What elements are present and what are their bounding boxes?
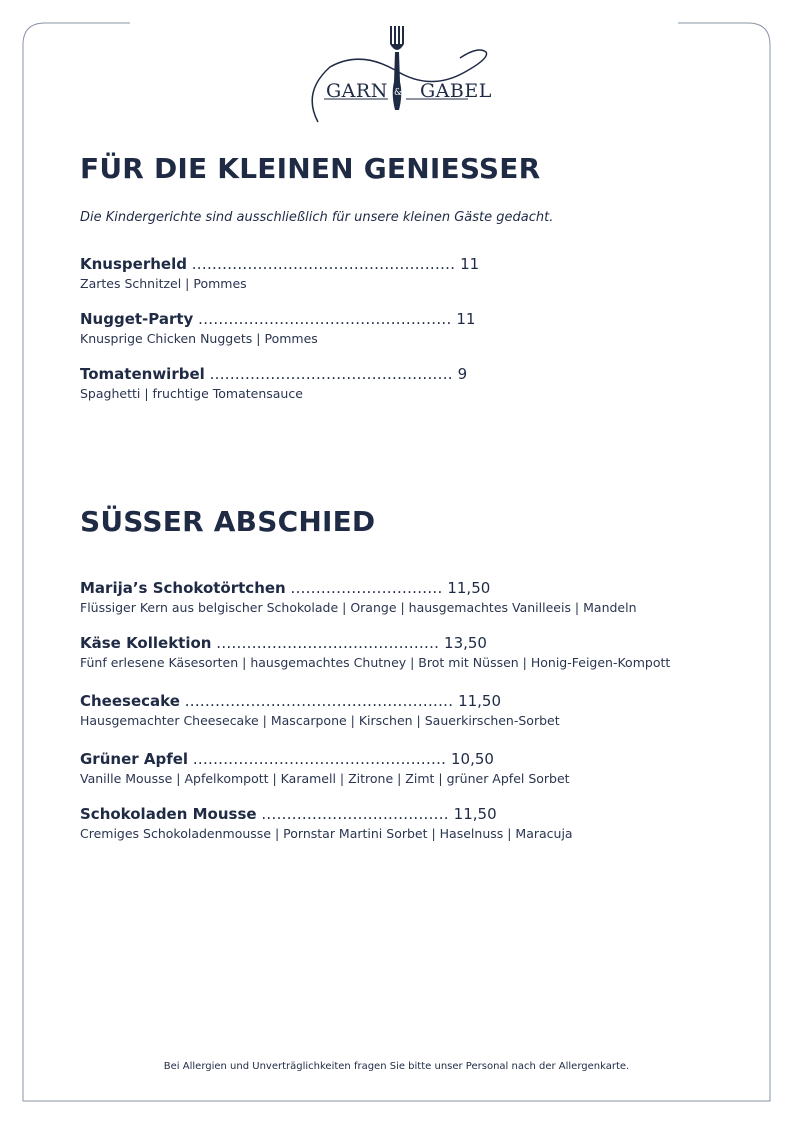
menu-item-price: 11,50 — [458, 692, 502, 710]
menu-item-dots: .............................. — [290, 579, 443, 597]
menu-item-name: Grüner Apfel — [80, 750, 189, 768]
menu-item-line — [80, 579, 637, 597]
menu-item-description: Fünf erlesene Käsesorten | hausgemachtes Chutney | Brot mit Nüssen | Honig-Feigen-Kompott — [80, 655, 671, 670]
menu-item-line — [80, 310, 475, 328]
fork-logo-icon — [300, 22, 495, 127]
menu-item-price: 11,50 — [453, 805, 497, 823]
menu-item — [80, 255, 479, 291]
section-title-desserts: SÜSSER ABSCHIED — [80, 505, 376, 538]
menu-item-description: Zartes Schnitzel | Pommes — [80, 276, 247, 291]
section-intro-kids: Die Kindergerichte sind ausschließlich für unsere kleinen Gäste gedacht. — [80, 210, 554, 225]
menu-item-dots: ..................................... — [261, 805, 449, 823]
menu-item-price: 11 — [460, 255, 480, 273]
menu-item-description: Vanille Mousse | Apfelkompott | Karamell | Zitrone | Zimt | grüner Apfel Sorbet — [80, 771, 570, 786]
menu-item-description: Flüssiger Kern aus belgischer Schokolade | Orange | hausgemachtes Vanilleeis | Mandeln — [80, 600, 637, 615]
menu-item-name: Tomatenwirbel — [80, 365, 205, 383]
menu-item-name: Knusperheld — [80, 255, 187, 273]
menu-item-name: Marija’s Schokotörtchen — [80, 579, 286, 597]
menu-item-line — [80, 634, 670, 652]
restaurant-logo — [300, 22, 495, 127]
menu-item — [80, 750, 570, 786]
menu-item-line — [80, 365, 467, 383]
menu-item — [80, 805, 573, 841]
menu-item-name: Cheesecake — [80, 692, 180, 710]
logo-ampersand: & — [394, 88, 403, 98]
menu-item-price: 9 — [457, 365, 468, 383]
menu-item-name: Schokoladen Mousse — [80, 805, 257, 823]
menu-item-description: Spaghetti | fruchtige Tomatensauce — [80, 386, 303, 401]
menu-item — [80, 365, 467, 401]
menu-item — [80, 634, 670, 670]
allergy-notice: Bei Allergien und Unverträglichkeiten fragen Sie bitte unser Personal nach der Allergenkarte. — [163, 1061, 630, 1072]
menu-item-dots: ............................................ — [216, 634, 440, 652]
menu-item-price: 11 — [456, 310, 476, 328]
menu-item-price: 13,50 — [444, 634, 487, 652]
menu-item-description: Knusprige Chicken Nuggets | Pommes — [80, 331, 318, 346]
menu-item-description: Cremiges Schokoladenmousse | Pornstar Martini Sorbet | Haselnuss | Maracuja — [80, 826, 573, 841]
menu-item-dots: .................................................... — [191, 255, 456, 273]
menu-item-line — [80, 692, 560, 710]
menu-item-line — [80, 805, 573, 823]
logo-word-left: GARN — [326, 80, 388, 102]
menu-item-name: Nugget-Party — [80, 310, 194, 328]
menu-item — [80, 579, 637, 615]
menu-item-dots: ................................................ — [209, 365, 453, 383]
menu-item-price: 10,50 — [451, 750, 494, 768]
menu-item — [80, 310, 475, 346]
logo-word-right: GABEL — [420, 80, 492, 102]
menu-item-dots: ..................................................... — [184, 692, 454, 710]
menu-item-line — [80, 750, 570, 768]
menu-item — [80, 692, 560, 728]
menu-item-description: Hausgemachter Cheesecake | Mascarpone | Kirschen | Sauerkirschen-Sorbet — [80, 713, 560, 728]
menu-item-price: 11,50 — [447, 579, 491, 597]
menu-item-dots: .................................................. — [198, 310, 452, 328]
menu-item-dots: .................................................. — [192, 750, 447, 768]
section-title-kids: FÜR DIE KLEINEN GENIESSER — [80, 152, 541, 185]
menu-item-name: Käse Kollektion — [80, 634, 212, 652]
menu-item-line — [80, 255, 479, 273]
